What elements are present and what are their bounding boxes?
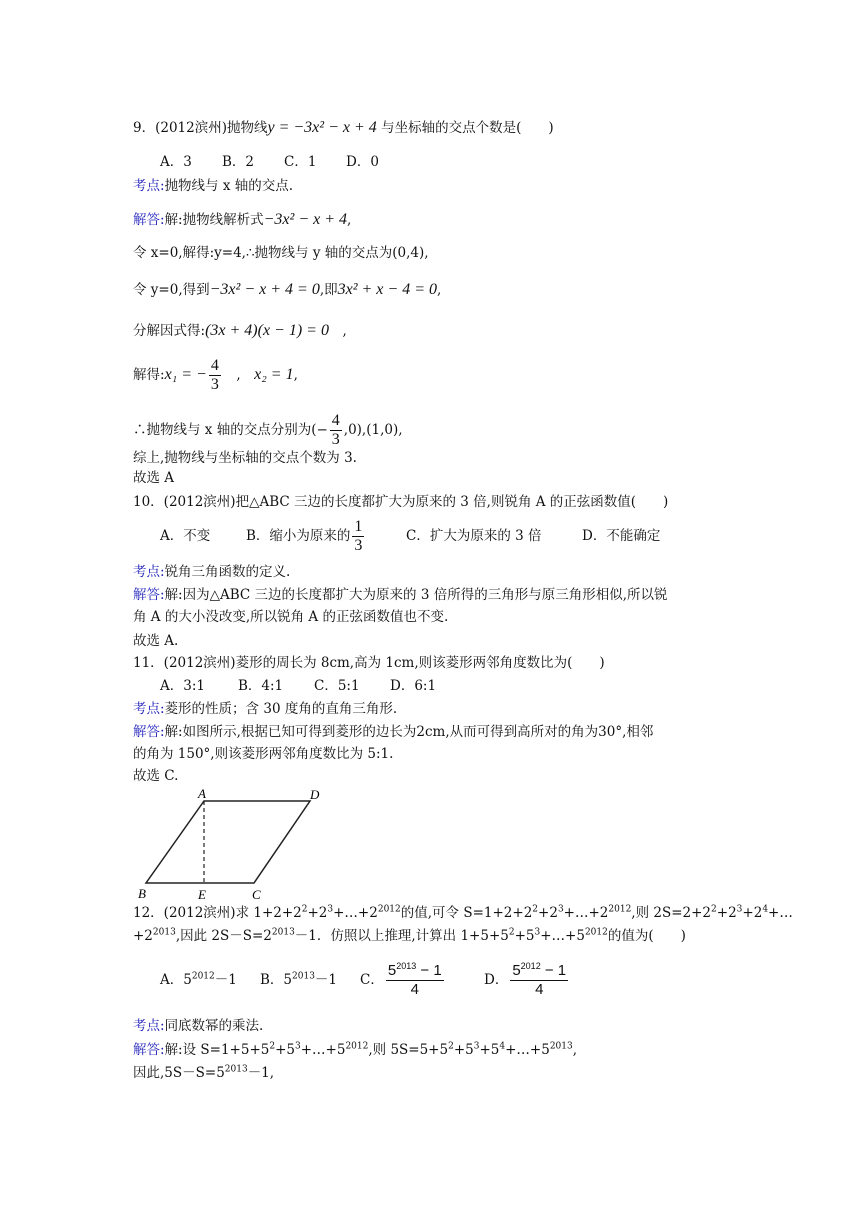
point-e-label: E: [198, 887, 206, 902]
q12-stem-line1: 12．(2012滨州)求 $1+2+2^2+2^3+\dots+2^{2012}$的值,可令 $S=1+2+2^2+2^3+\dots+2^{2012}$,则 $2S=2+2^2+2^3+2^4+\dots$: [133, 904, 793, 921]
rhombus-outline: [146, 801, 310, 883]
q12-option-a: A．$5^{2012}-1$: [160, 971, 237, 988]
q11-option-b: B．4:1: [238, 678, 284, 694]
q12-kaodian: 考点:同底数幂的乘法.: [133, 1018, 264, 1034]
q9-jieda-line6: ∴抛物线与 x 轴的交点分别为(− $\frac{4}{3}$ ,0),(1,0),: [133, 412, 403, 448]
q12-option-c: C． $\frac{5^{2013} - 1}{4}$: [360, 961, 442, 998]
q9-kaodian: 考点:抛物线与 x 轴的交点.: [133, 178, 294, 194]
q10-jieda-line1: 解答:解:因为△ABC 三边的长度都扩大为原来的 3 倍所得的三角形与原三角形相似,所以锐: [133, 587, 668, 603]
jieda-label: 解答:: [133, 587, 165, 603]
q9-option-d: D．0: [346, 154, 379, 170]
q9-stem: 9．(2012滨州)抛物线y = −3x² − x + 4 与坐标轴的交点个数是( ): [133, 119, 554, 136]
q12-option-d: D． $\frac{5^{2012} - 1}{4}$: [484, 961, 567, 998]
q10-option-c: C．扩大为原来的 3 倍: [406, 528, 542, 544]
q11-option-c: C．5:1: [314, 678, 360, 694]
q9-jieda-line4: 分解因式得:(3x + 4)(x − 1) = 0 ,: [133, 322, 347, 339]
q12-jieda-line2: 因此$,5S-S=5^{2013}-1$,: [133, 1064, 275, 1081]
kaodian-label: 考点:: [133, 701, 165, 717]
q9-options: [160, 152, 379, 172]
q11-option-d: D．6:1: [390, 678, 437, 694]
q9-parabola-formula: y = −3x² − x + 4: [267, 119, 377, 136]
q11-jieda-line1: 解答:解:如图所示,根据已知可得到菱形的边长为2cm,从而可得到高所对的角为30°,相邻: [133, 724, 654, 740]
q12-option-b: B．$5^{2013}-1$: [260, 971, 338, 988]
fraction: $\frac{5^{2013} - 1}{4}$: [387, 961, 442, 998]
q9-option-b: B．2: [222, 154, 255, 170]
q12-options: [160, 962, 570, 999]
q9-option-a: A．3: [160, 154, 192, 170]
vertex-a-label: A: [198, 786, 206, 801]
q11-jieda-line2: 的角为 150°,则该菱形两邻角度数比为 5:1.: [133, 746, 394, 762]
q9-jieda-line5: 解得:x₁ = − $\frac{4}{3}$ , x₂ = 1,: [133, 357, 298, 393]
vertex-d-label: D: [310, 787, 320, 802]
jieda-label: 解答:: [133, 724, 165, 740]
q10-option-b: B．缩小为原来的 $\frac{1}{3}$: [246, 518, 363, 554]
q10-kaodian: 考点:锐角三角函数的定义.: [133, 564, 291, 580]
fraction: $\frac{4}{3}$: [210, 357, 219, 393]
rhombus-figure: [132, 784, 342, 904]
fraction: $\frac{5^{2012} - 1}{4}$: [512, 961, 567, 998]
q9-option-c: C．1: [284, 154, 317, 170]
q9-answer: 故选 A: [133, 470, 175, 486]
q12-jieda-line1: 解答:解:设 $S=1+5+5^2+5^3+\dots+5^{2012}$,则 $5S=5+5^2+5^3+5^4+\dots+5^{2013}$,: [133, 1041, 578, 1058]
q10-option-a: A．不变: [160, 528, 211, 544]
vertex-c-label: C: [252, 887, 261, 902]
q12-stem-line2: $+2^{2013}$,因此 $2S-S=2^{2013}-1$．仿照以上推理,计算出 $1+5+5^2+5^3+\dots+5^{2012}$的值为( ): [133, 927, 686, 944]
q10-options: [160, 518, 660, 555]
q9-jieda-line2: 令 x=0,解得:y=4,∴抛物线与 y 轴的交点为(0,4),: [133, 245, 429, 261]
q9-jieda-line3: 令 y=0,得到−3x² − x + 4 = 0,即3x² + x − 4 = 0,: [133, 281, 442, 298]
q9-jieda-line1: 解答:解:抛物线解析式−3x² − x + 4,: [133, 211, 352, 228]
q10-jieda-line2: 角 A 的大小没改变,所以锐角 A 的正弦函数值也不变.: [133, 609, 449, 625]
jieda-label: 解答:: [133, 1042, 165, 1058]
q11-stem: 11．(2012滨州)菱形的周长为 8cm,高为 1cm,则该菱形两邻角度数比为( ): [133, 655, 605, 671]
q11-option-a: A．3:1: [160, 678, 205, 694]
fraction: $\frac{1}{3}$: [354, 518, 363, 554]
q9-jieda-line7: 综上,抛物线与坐标轴的交点个数为 3.: [133, 450, 357, 466]
kaodian-label: 考点:: [133, 178, 165, 194]
kaodian-label: 考点:: [133, 1018, 165, 1034]
q11-kaodian: 考点:菱形的性质；含 30 度角的直角三角形.: [133, 701, 398, 717]
fraction: $\frac{4}{3}$: [331, 412, 340, 448]
kaodian-label: 考点:: [133, 564, 165, 580]
vertex-b-label: B: [138, 886, 146, 901]
q11-options: [160, 676, 436, 696]
q11-answer: 故选 C.: [133, 768, 179, 784]
q10-stem: 10．(2012滨州)把△ABC 三边的长度都扩大为原来的 3 倍,则锐角 A 的正弦函数值( ): [133, 494, 669, 510]
q10-answer: 故选 A.: [133, 633, 179, 649]
jieda-label: 解答:: [133, 212, 165, 228]
q10-option-d: D．不能确定: [582, 528, 661, 544]
